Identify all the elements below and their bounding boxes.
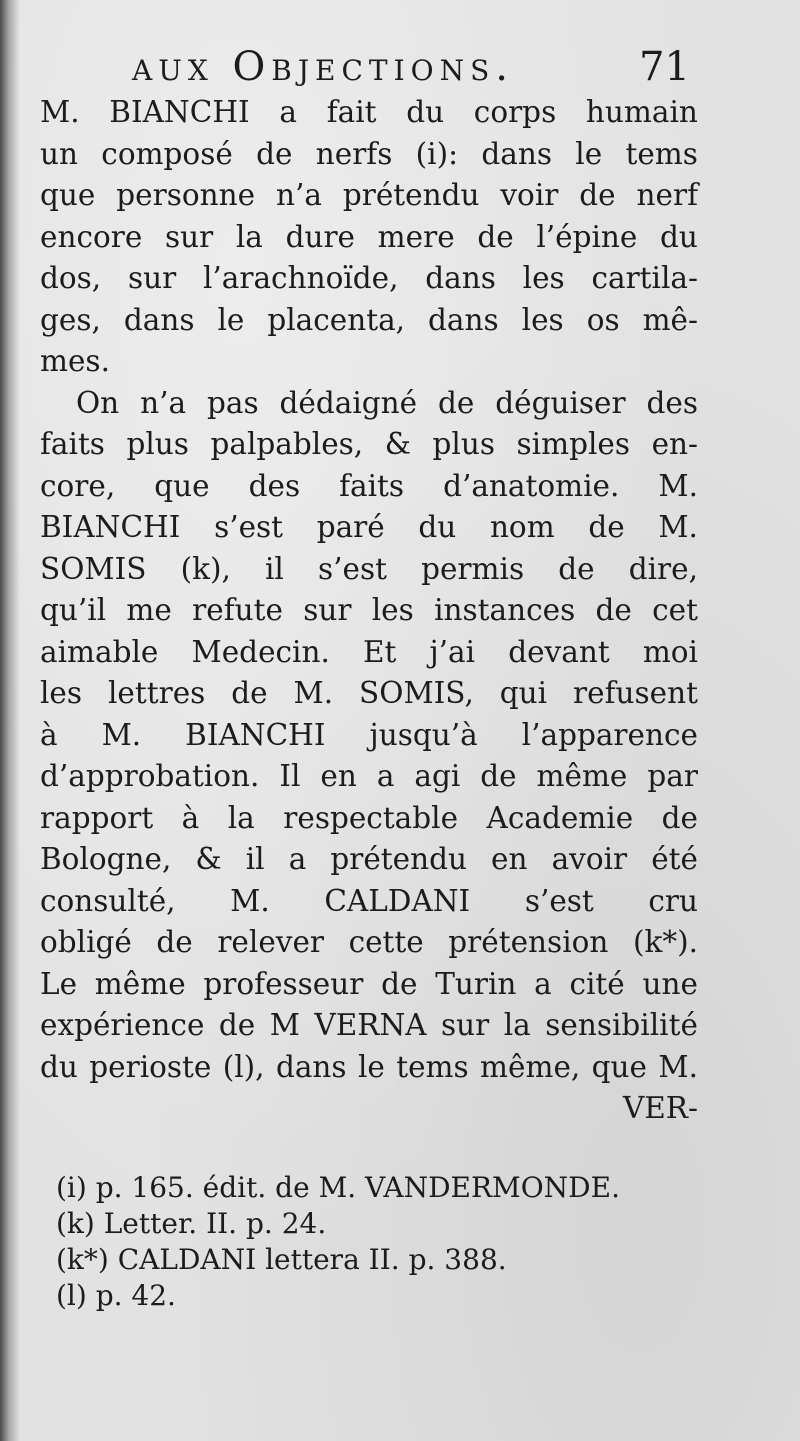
- body-text: [40, 92, 698, 1130]
- word: de: [588, 510, 625, 544]
- word: Bologne,: [40, 842, 172, 876]
- footnote: (l) p. 42.: [56, 1279, 176, 1312]
- word: avoir: [551, 842, 628, 876]
- word: M.: [293, 676, 334, 710]
- word: nerf: [636, 178, 698, 212]
- word: même: [536, 759, 628, 793]
- word: le: [217, 302, 245, 337]
- word: rapport: [40, 800, 154, 835]
- word: plus: [126, 427, 189, 461]
- word: des: [646, 385, 698, 420]
- word: corps: [473, 95, 557, 129]
- text-line: [40, 258, 698, 300]
- word: cette: [348, 925, 424, 959]
- word: jusqu’à: [369, 717, 478, 752]
- word: simples: [516, 427, 631, 461]
- word: les: [521, 302, 564, 337]
- word: M.: [101, 717, 142, 752]
- word: refusent: [573, 676, 698, 710]
- word: de: [438, 385, 475, 420]
- word: dans: [123, 302, 195, 337]
- word: devant: [508, 634, 610, 669]
- word: cet: [652, 593, 698, 627]
- word: d’approbation.: [40, 759, 260, 793]
- word: placenta,: [267, 302, 406, 337]
- word: me: [126, 593, 172, 627]
- word: dans: [428, 302, 499, 337]
- word: de: [558, 551, 595, 586]
- word: M.: [658, 1049, 698, 1084]
- word: s’est: [214, 510, 284, 544]
- footnote: (k*) CALDANI lettera II. p. 388.: [56, 1243, 507, 1276]
- word: a: [288, 842, 307, 876]
- word: j’ai: [429, 634, 476, 669]
- word: relever: [217, 925, 325, 959]
- footnote: (i) p. 165. édit. de M. VANDERMONDE.: [56, 1171, 620, 1204]
- binding-shadow: [0, 0, 20, 1441]
- word: que: [40, 178, 96, 212]
- page-header: [40, 40, 690, 92]
- word: que: [154, 468, 210, 503]
- word: consulté,: [40, 883, 176, 918]
- word: s’est: [524, 883, 594, 918]
- word: qu’il: [40, 593, 107, 627]
- word: (l),: [222, 1049, 265, 1084]
- word: de: [381, 966, 418, 1001]
- word: un: [40, 136, 78, 171]
- word: de: [661, 800, 698, 835]
- word: dos,: [40, 261, 102, 295]
- word: a: [376, 759, 395, 793]
- word: du: [418, 510, 457, 544]
- word: core,: [40, 468, 116, 503]
- word: (i):: [415, 136, 459, 171]
- word: il: [245, 842, 265, 876]
- word: paré: [316, 510, 385, 544]
- word: dure: [285, 219, 356, 254]
- word: la: [227, 800, 255, 835]
- word: le: [575, 136, 603, 171]
- word: à: [40, 717, 58, 752]
- word: palpables,: [210, 427, 364, 461]
- word: sur: [441, 1008, 490, 1042]
- word: même: [94, 966, 186, 1001]
- word: dans: [425, 261, 496, 295]
- word: M.: [40, 95, 80, 129]
- word: &: [195, 842, 222, 876]
- text-line: [40, 964, 698, 1006]
- word: dédaigné: [279, 385, 418, 420]
- word: de: [231, 676, 268, 710]
- word: une: [642, 966, 698, 1001]
- text-line: [40, 175, 698, 217]
- word: sur: [303, 593, 352, 627]
- word: en: [491, 842, 528, 876]
- word: Turin: [435, 966, 517, 1001]
- text-line: [40, 1005, 698, 1047]
- word: M.: [658, 468, 698, 503]
- word: M: [269, 1008, 300, 1042]
- word: Medecin.: [191, 634, 330, 669]
- text-line: [40, 798, 698, 840]
- word: Et: [363, 634, 397, 669]
- word: les: [40, 676, 83, 710]
- text-line: [40, 590, 698, 632]
- word: par: [647, 759, 698, 793]
- text-line: [40, 300, 698, 342]
- word: &: [384, 427, 411, 461]
- word: à: [181, 800, 200, 835]
- text-line: [40, 466, 698, 508]
- text-line: [40, 839, 698, 881]
- word: humain: [585, 95, 698, 129]
- word: du: [406, 95, 445, 129]
- word: sur: [127, 261, 177, 295]
- word: mê-: [642, 302, 698, 337]
- word: sensibilité: [545, 1008, 698, 1042]
- word: la: [235, 219, 263, 254]
- word: tems: [625, 136, 698, 171]
- word: n’a: [140, 385, 187, 420]
- word: cartila-: [591, 261, 698, 295]
- word: prétendu: [342, 178, 480, 212]
- word: des: [248, 468, 301, 503]
- word: cru: [648, 883, 698, 918]
- word: du: [40, 1049, 78, 1084]
- footnotes: [56, 1170, 696, 1314]
- word: VERNA: [314, 1008, 427, 1042]
- word: nerfs: [315, 136, 393, 171]
- word: n’a: [275, 178, 322, 212]
- word: (k),: [180, 551, 231, 586]
- word: plus: [432, 427, 495, 461]
- word: il: [265, 551, 284, 586]
- word: d’anatomie.: [443, 468, 620, 503]
- word: respectable: [283, 800, 459, 835]
- word: a: [279, 95, 297, 129]
- word: BIANCHI: [109, 95, 250, 129]
- word: le: [357, 1049, 385, 1084]
- word: BIANCHI: [40, 510, 181, 544]
- word: sur: [164, 219, 214, 254]
- word: Il: [279, 759, 301, 793]
- word: nom: [489, 510, 555, 544]
- word: même,: [480, 1049, 581, 1084]
- word: CALDANI: [324, 883, 471, 918]
- word: dans: [275, 1049, 347, 1084]
- text-line: [40, 134, 698, 176]
- word: de: [595, 593, 632, 627]
- word: de: [256, 136, 293, 171]
- word: faits: [40, 427, 105, 461]
- text-line: [40, 756, 698, 798]
- word: cité: [569, 966, 625, 1001]
- word: été: [651, 842, 698, 876]
- word: de: [218, 1008, 256, 1042]
- word: perioste: [89, 1049, 212, 1084]
- word: ges,: [40, 302, 101, 337]
- word: de: [579, 178, 616, 212]
- word: fait: [326, 95, 377, 129]
- word: que: [591, 1049, 648, 1084]
- word: BIANCHI: [185, 717, 326, 752]
- word: de: [156, 925, 193, 959]
- word: M.: [230, 883, 270, 918]
- word: expérience: [40, 1008, 205, 1042]
- text-line: [40, 673, 698, 715]
- word: refute: [192, 593, 283, 627]
- word: SOMIS: [40, 551, 147, 586]
- text-line: [40, 92, 698, 134]
- word: SOMIS,: [359, 676, 474, 710]
- word: du: [660, 219, 698, 254]
- word: composé: [101, 136, 233, 171]
- word: agi: [414, 759, 461, 793]
- word: pas: [206, 385, 259, 420]
- text-line: [40, 881, 698, 923]
- catchword: VER-: [622, 1091, 698, 1125]
- word: Academie: [486, 800, 634, 835]
- word: l’arachnoïde,: [202, 261, 399, 295]
- word: lettres: [107, 676, 206, 710]
- word: M.: [658, 510, 698, 544]
- word: qui: [499, 676, 548, 710]
- footnote: (k) Letter. II. p. 24.: [56, 1207, 327, 1240]
- word: prétendu: [330, 842, 467, 876]
- text-line: [40, 217, 698, 259]
- word: aimable: [40, 634, 159, 669]
- word: dire,: [628, 551, 698, 586]
- word: les: [522, 261, 565, 295]
- word: l’apparence: [521, 717, 698, 752]
- text-line: [40, 632, 698, 674]
- word: prétension: [448, 925, 609, 959]
- text-line: [40, 549, 698, 591]
- word: en: [320, 759, 357, 793]
- text-line: [40, 922, 698, 964]
- word: moi: [642, 634, 698, 669]
- word: de: [477, 219, 514, 254]
- text-line: mes.: [40, 344, 110, 378]
- word: dans: [481, 136, 552, 171]
- word: voir: [500, 178, 559, 212]
- text-line: [40, 424, 698, 466]
- word: Le: [40, 966, 78, 1001]
- text-line: [40, 507, 698, 549]
- word: s’est: [318, 551, 387, 586]
- word: a: [534, 966, 552, 1001]
- word: encore: [40, 219, 143, 254]
- page-number: 71: [639, 44, 690, 90]
- text-line: [40, 1047, 698, 1089]
- word: (k*).: [632, 925, 698, 959]
- word: instances: [434, 593, 576, 627]
- word: permis: [421, 551, 525, 586]
- text-line: [40, 715, 698, 757]
- word: professeur: [203, 966, 364, 1001]
- running-head: aux Objections.: [132, 44, 515, 90]
- word: faits: [339, 468, 405, 503]
- word: déguiser: [495, 385, 626, 420]
- word: l’épine: [536, 219, 638, 254]
- word: les: [371, 593, 414, 627]
- word: de: [480, 759, 517, 793]
- word: mere: [377, 219, 455, 254]
- paragraph-first-line: [40, 383, 698, 425]
- word: en-: [651, 427, 698, 461]
- word: la: [503, 1008, 531, 1042]
- word: os: [586, 302, 620, 337]
- word: tems: [396, 1049, 469, 1084]
- word: obligé: [40, 925, 132, 959]
- word: On: [76, 385, 120, 420]
- word: personne: [116, 178, 256, 212]
